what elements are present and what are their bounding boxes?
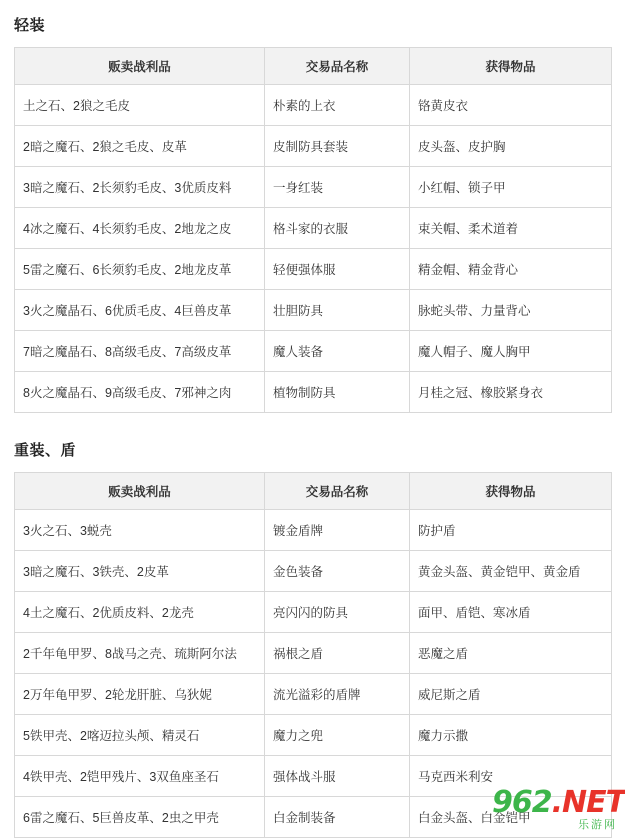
table-row (15, 208, 612, 249)
cell-trade-item: 植物制防具 (265, 372, 410, 413)
cell-trade-item: 强体战斗服 (265, 756, 410, 797)
cell-reward: 威尼斯之盾 (410, 674, 612, 715)
table-header-row (15, 473, 612, 510)
cell-reward: 铬黄皮衣 (410, 85, 612, 126)
cell-reward: 黄金头盔、黄金铠甲、黄金盾 (410, 551, 612, 592)
table-light-armor (14, 47, 612, 413)
cell-trade-item: 皮制防具套装 (265, 126, 410, 167)
cell-loot: 3火之石、3蜕壳 (15, 510, 265, 551)
column-header-loot: 贩卖战利品 (15, 48, 265, 85)
section-title-light-armor: 轻装 (14, 17, 46, 34)
column-header-trade-item: 交易品名称 (265, 48, 410, 85)
table-row (15, 331, 612, 372)
cell-loot: 3暗之魔石、2长须豹毛皮、3优质皮料 (15, 167, 265, 208)
cell-reward: 防护盾 (410, 510, 612, 551)
table-row (15, 633, 612, 674)
watermark-net: .NET (551, 785, 625, 820)
cell-reward: 皮头盔、皮护胸 (410, 126, 612, 167)
section-title-heavy-armor-shield: 重装、盾 (14, 442, 77, 459)
column-header-trade-item: 交易品名称 (265, 473, 410, 510)
cell-loot: 4冰之魔石、4长须豹毛皮、2地龙之皮 (15, 208, 265, 249)
watermark-subtitle: 乐游网 (578, 818, 617, 831)
cell-trade-item: 金色装备 (265, 551, 410, 592)
cell-reward: 面甲、盾铠、寒冰盾 (410, 592, 612, 633)
table-row (15, 756, 612, 797)
cell-reward: 白金头盔、白金铠甲 (410, 797, 612, 838)
cell-trade-item: 轻便强体服 (265, 249, 410, 290)
cell-reward: 马克西米利安 (410, 756, 612, 797)
cell-loot: 2万年龟甲罗、2轮龙肝脏、乌狄妮 (15, 674, 265, 715)
cell-loot: 3暗之魔石、3铁壳、2皮革 (15, 551, 265, 592)
table-row (15, 551, 612, 592)
cell-loot: 5雷之魔石、6长须豹毛皮、2地龙皮革 (15, 249, 265, 290)
column-header-loot: 贩卖战利品 (15, 473, 265, 510)
cell-trade-item: 祸根之盾 (265, 633, 410, 674)
document-body (0, 14, 625, 838)
cell-trade-item: 魔人装备 (265, 331, 410, 372)
cell-reward: 月桂之冠、橡胶紧身衣 (410, 372, 612, 413)
table-row (15, 167, 612, 208)
cell-reward: 精金帽、精金背心 (410, 249, 612, 290)
table-row (15, 249, 612, 290)
cell-loot: 2千年龟甲罗、8战马之壳、琉斯阿尔法 (15, 633, 265, 674)
cell-loot: 5铁甲壳、2喀迈拉头颅、精灵石 (15, 715, 265, 756)
cell-trade-item: 镀金盾牌 (265, 510, 410, 551)
watermark-962: 962 (492, 785, 552, 820)
table-row (15, 290, 612, 331)
cell-trade-item: 一身红装 (265, 167, 410, 208)
column-header-reward: 获得物品 (410, 473, 612, 510)
cell-loot: 3火之魔晶石、6优质毛皮、4巨兽皮革 (15, 290, 265, 331)
cell-loot: 6雷之魔石、5巨兽皮革、2虫之甲壳 (15, 797, 265, 838)
cell-loot: 4铁甲壳、2铠甲残片、3双鱼座圣石 (15, 756, 265, 797)
cell-trade-item: 魔力之兜 (265, 715, 410, 756)
table-row (15, 715, 612, 756)
cell-reward: 魔人帽子、魔人胸甲 (410, 331, 612, 372)
cell-loot: 7暗之魔晶石、8高级毛皮、7高级皮革 (15, 331, 265, 372)
table-row (15, 126, 612, 167)
cell-loot: 土之石、2狼之毛皮 (15, 85, 265, 126)
cell-reward: 魔力示撒 (410, 715, 612, 756)
cell-reward: 小红帽、锁子甲 (410, 167, 612, 208)
cell-loot: 2暗之魔石、2狼之毛皮、皮革 (15, 126, 265, 167)
cell-reward: 恶魔之盾 (410, 633, 612, 674)
table-row (15, 372, 612, 413)
cell-loot: 4土之魔石、2优质皮料、2龙壳 (15, 592, 265, 633)
cell-trade-item: 白金制装备 (265, 797, 410, 838)
cell-trade-item: 朴素的上衣 (265, 85, 410, 126)
table-row (15, 592, 612, 633)
column-header-reward: 获得物品 (410, 48, 612, 85)
cell-trade-item: 亮闪闪的防具 (265, 592, 410, 633)
table-header-row (15, 48, 612, 85)
table-row (15, 510, 612, 551)
cell-trade-item: 壮胆防具 (265, 290, 410, 331)
cell-loot: 8火之魔晶石、9高级毛皮、7邪神之肉 (15, 372, 265, 413)
cell-reward: 脉蛇头带、力量背心 (410, 290, 612, 331)
cell-trade-item: 流光溢彩的盾牌 (265, 674, 410, 715)
table-row (15, 797, 612, 838)
cell-reward: 束关帽、柔术道着 (410, 208, 612, 249)
cell-trade-item: 格斗家的衣服 (265, 208, 410, 249)
table-heavy-armor-shield (14, 472, 612, 838)
table-row (15, 85, 612, 126)
